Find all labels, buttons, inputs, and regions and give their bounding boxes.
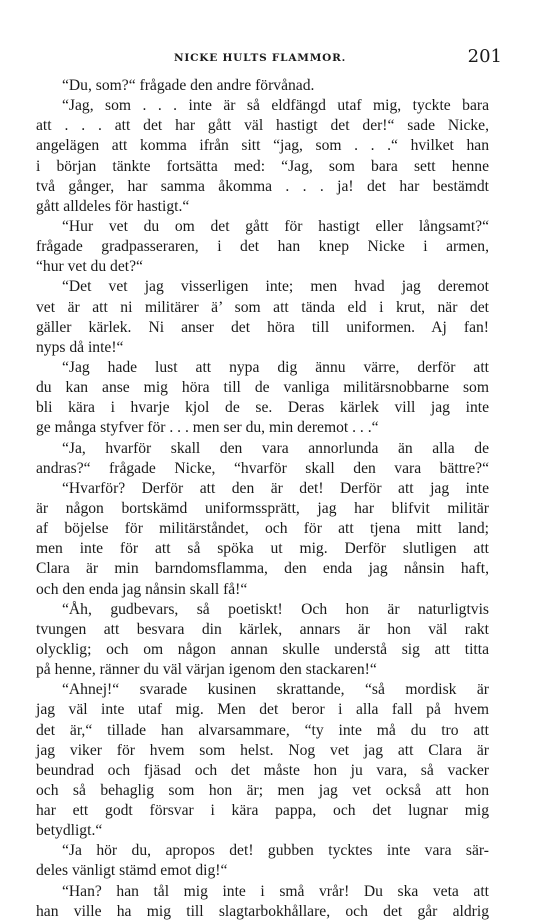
- text-line: angelägen att komma ifrån sitt “jag, som . . .“ hvilket han: [36, 137, 489, 155]
- text-line: olycklig; och om någon annan skulle understå sig att titta: [36, 640, 489, 658]
- text-line: frågade gradpasseraren, i det han knep Nicke i armen,: [36, 238, 489, 256]
- text-line: “Ja hör du, apropos det! gubben tycktes inte vara sär-: [62, 842, 489, 860]
- text-line: “hur vet du det?“: [36, 258, 143, 276]
- page-number: 201: [467, 46, 502, 67]
- text-line: Clara är min barndomsflamma, den enda jag nånsin haft,: [36, 560, 489, 578]
- text-line: “Han? han tål mig inte i små vrår! Du ska veta att: [62, 882, 489, 900]
- text-line: gått alldeles för hastigt.“: [36, 197, 190, 215]
- text-line: men inte för att så spöka ut mig. Derför slutligen att: [36, 540, 489, 558]
- text-line: “Du, som?“ frågade den andre förvånad.: [62, 77, 315, 94]
- text-line: “Hur vet du om det gått för hastigt eller långsamt?“: [62, 217, 489, 235]
- text-line: jag viker för hvem som helst. Nog vet jag att Clara är: [36, 741, 489, 759]
- running-title: NICKE HULTS FLAMMOR.: [174, 52, 347, 64]
- text-line: jag väl inte utaf mig. Men det beror i alla fall på hvem: [36, 701, 489, 719]
- text-line: att . . . att det har gått väl hastigt det der!“ sade Nicke,: [36, 117, 489, 135]
- text-line: och så behaglig som hon är; men jag vet också att hon: [36, 781, 489, 799]
- page-header: [36, 46, 502, 68]
- text-line: tvungen att besvara din kärlek, annars är hon väl rakt: [36, 620, 489, 638]
- text-line: “Det vet jag visserligen inte; men hvad jag deremot: [62, 278, 489, 296]
- text-line: “Jag, som . . . inte är så eldfängd utaf mig, tyckte bara: [62, 97, 489, 115]
- text-line: och den enda jag nånsin skall få!“: [36, 580, 248, 598]
- text-line: deles vänligt stämd emot dig!“: [36, 862, 228, 880]
- text-line: bli kära i hvarje kjol de se. Deras kärlek vill jag inte: [36, 399, 489, 417]
- text-line: är någon bortskämd uniformssprätt, jag har blifvit militär: [36, 499, 489, 517]
- text-line: “Hvarför? Derför att den är det! Derför att jag inte: [62, 479, 489, 497]
- text-line: “Åh, gudbevars, så poetiskt! Och hon är naturligtvis: [62, 600, 489, 618]
- text-line: “Ja, hvarför skall den vara annorlunda än alla de: [62, 439, 489, 457]
- body-text: [36, 76, 489, 922]
- text-line: har ett godt försvar i kära pappa, och det lugnar mig: [36, 802, 489, 820]
- text-line: “Ahnej!“ svarade kusinen skrattande, “så mordisk är: [62, 681, 489, 699]
- text-line: beundrad och fjäsad och det måste hon ju vara, så vacker: [36, 761, 489, 779]
- text-line: nyps då inte!“: [36, 338, 124, 356]
- text-line: i början tänkte fortsätta med: “Jag, som bara sett henne: [36, 157, 489, 175]
- text-line: du kan anse mig höra till de vanliga militärsnobbarne som: [36, 379, 489, 397]
- text-line: på henne, ränner du väl värjan igenom den stackaren!“: [36, 661, 377, 679]
- text-line: vet är att ni militärer ä’ som att tända eld i krut, när det: [36, 298, 489, 316]
- text-line: ge många styfver för . . . men ser du, min deremot . . .“: [36, 419, 379, 437]
- text-line: betydligt.“: [36, 822, 103, 840]
- text-line: “Jag hade lust att nypa dig ännu värre, derför att: [62, 358, 489, 376]
- text-line: det är,“ tillade han alvarsammare, “ty inte må du tro att: [36, 721, 489, 739]
- text-line: gäller kärlek. Ni anser det höra till uniformen. Aj fan!: [36, 318, 489, 336]
- text-line: andras?“ frågade Nicke, “hvarför skall den vara bättre?“: [36, 459, 489, 477]
- text-line: han ville ha mig till slagtarbokhållare, och det går aldrig: [36, 902, 489, 920]
- text-line: två gånger, har samma åkomma . . . ja! det har bestämdt: [36, 177, 489, 195]
- text-line: af böjelse för militärståndet, och för att tjena mitt land;: [36, 520, 489, 538]
